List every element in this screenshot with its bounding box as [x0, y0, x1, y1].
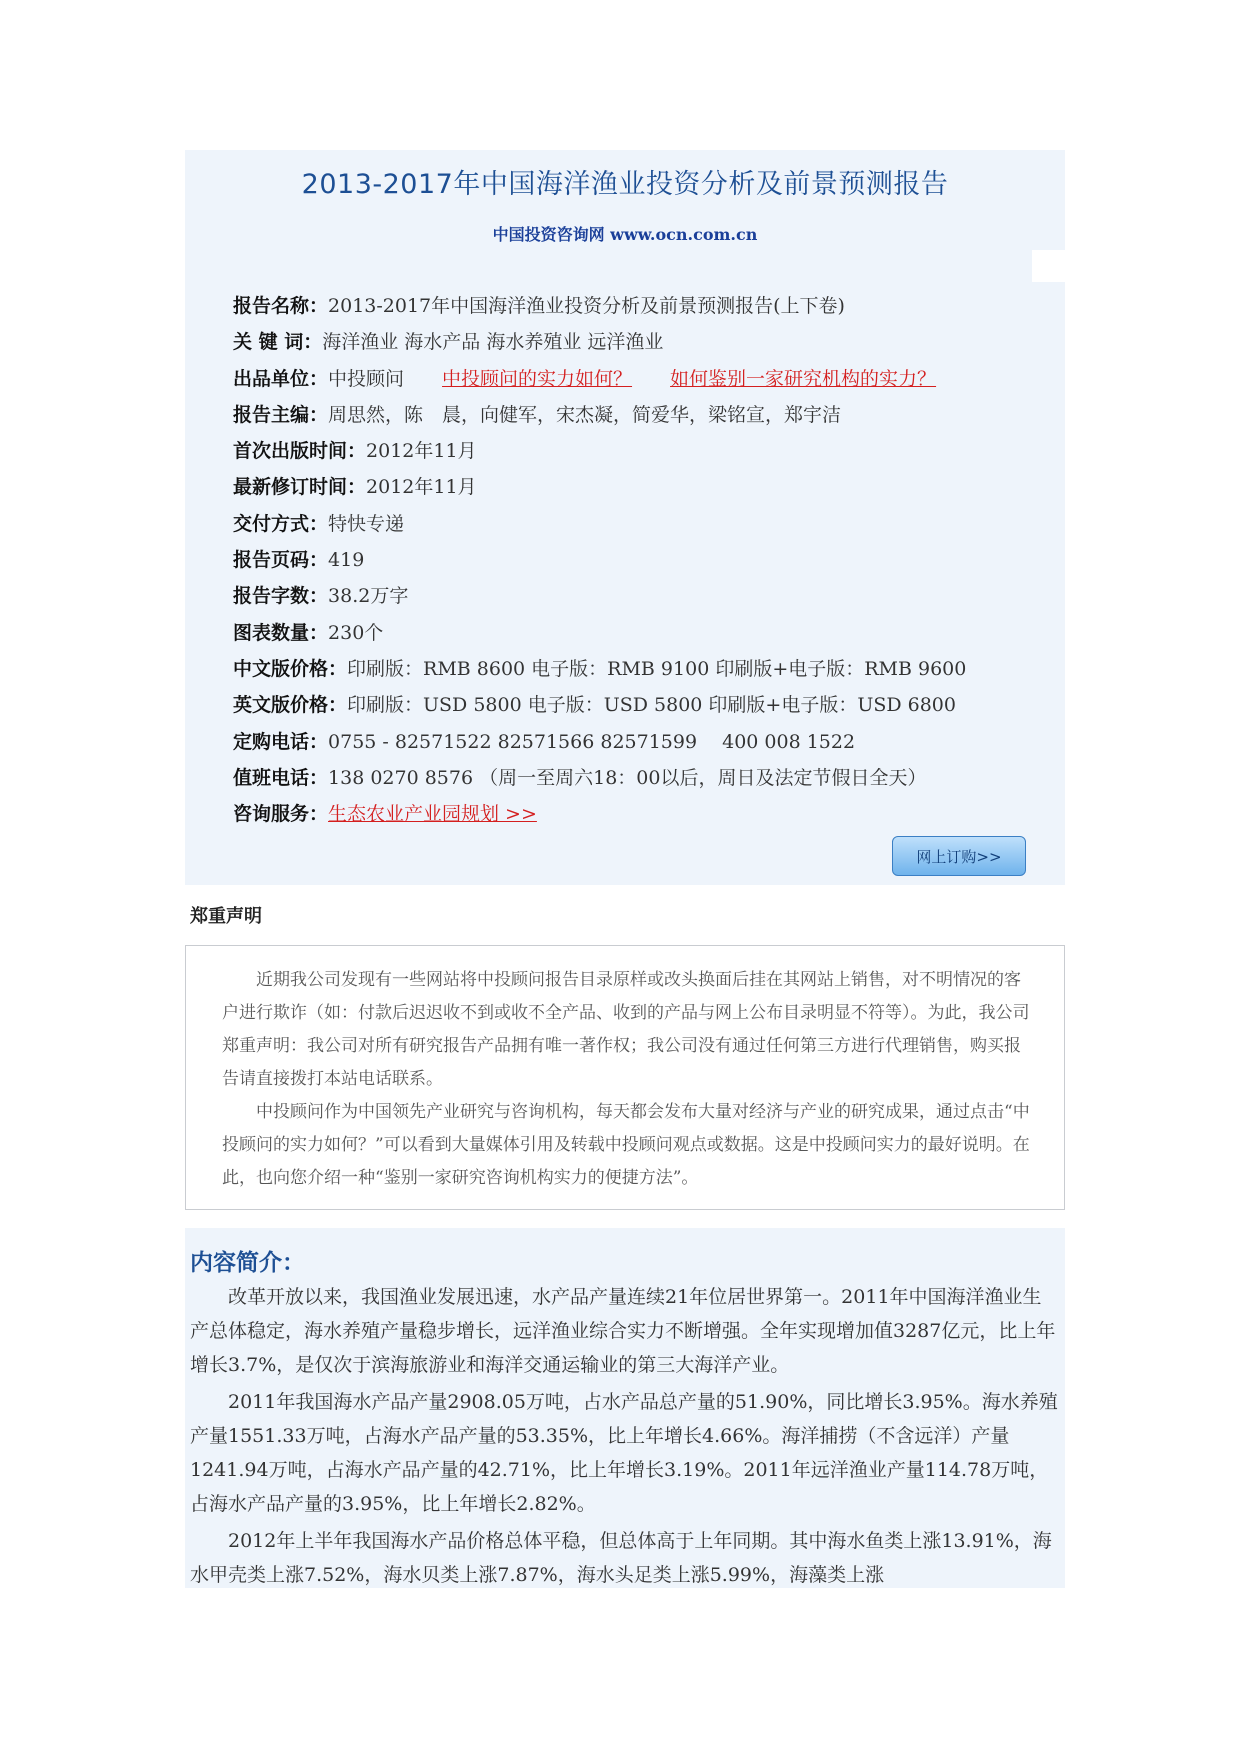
first-pub-label: 首次出版时间： — [233, 440, 367, 463]
info-row-report-name — [233, 288, 1053, 324]
info-row-producer — [233, 361, 1053, 397]
info-row-order-phone — [233, 724, 1053, 760]
en-price-value: 印刷版：USD 5800 电子版：USD 5800 印刷版+电子版：USD 6800 — [347, 694, 956, 717]
online-order-button[interactable]: 网上订购>> — [892, 836, 1026, 876]
info-row-en-price — [233, 687, 1053, 723]
charts-label: 图表数量： — [233, 621, 329, 644]
info-row-pages — [233, 542, 1053, 578]
report-name-value: 2013-2017年中国海洋渔业投资分析及前景预测报告(上下卷) — [328, 295, 845, 317]
intro-heading: 内容简介： — [190, 1250, 305, 1276]
revised-value: 2012年11月 — [366, 476, 477, 499]
duty-phone-label: 值班电话： — [233, 766, 329, 789]
info-row-revised — [233, 469, 1053, 505]
delivery-label: 交付方式： — [233, 512, 329, 535]
notice-box — [185, 945, 1065, 1210]
info-row-editors — [233, 397, 1053, 433]
en-price-label: 英文版价格： — [233, 694, 348, 717]
info-row-delivery — [233, 506, 1053, 542]
charts-value: 230个 — [328, 621, 384, 644]
panel-notch — [1032, 250, 1065, 282]
duty-phone-value: 138 0270 8576 （周一至周六18：00以后，周日及法定节假日全天） — [328, 766, 927, 789]
order-phone-label: 定购电话： — [233, 730, 329, 753]
intro-paragraph-3: 2012年上半年我国海水产品价格总体平稳，但总体高于上年同期。其中海水鱼类上涨13.91%，海水甲壳类上涨7.52%，海水贝类上涨7.87%，海水头足类上涨5.99%，海藻类上涨 — [190, 1530, 1052, 1586]
keywords-label: 关 键 词： — [233, 331, 323, 354]
notice-heading: 郑重声明 — [190, 906, 262, 927]
pages-value: 419 — [328, 549, 365, 572]
revised-label: 最新修订时间： — [233, 476, 367, 499]
cn-price-value: 印刷版：RMB 8600 电子版：RMB 9100 印刷版+电子版：RMB 9600 — [347, 657, 967, 680]
site-subtitle: 中国投资咨询网 www.ocn.com.cn — [492, 225, 758, 244]
intro-paragraph-2: 2011年我国海水产品产量2908.05万吨，占水产品总产量的51.90%，同比增长3.95%。海水养殖产量1551.33万吨，占海水产品产量的53.35%，比上年增长4.66%。海洋捕捞（不含远洋）产量1241.94万吨，占海水产品产量的42.71%，比上年增长3.19%。2011年远洋渔业产量114.78万吨，占海水产品产量的3.95%，比上年增长2.82%。 — [190, 1391, 1058, 1515]
producer-label: 出品单位： — [233, 367, 329, 390]
notice-paragraph-1: 近期我公司发现有一些网站将中投顾问报告目录原样或改头换面后挂在其网站上销售，对不明情况的客户进行欺诈（如：付款后迟迟收不到或收不全产品、收到的产品与网上公布目录明显不符等）。为此，我公司郑重声明：我公司对所有研究报告产品拥有唯一著作权；我公司没有通过任何第三方进行代理销售，购买报告请直接拨打本站电话联系。 — [222, 970, 1030, 1089]
producer-strength-link[interactable]: 中投顾问的实力如何？ — [442, 367, 633, 390]
producer-value: 中投顾问 — [328, 367, 405, 390]
order-phone-value: 0755 - 82571522 82571566 82571599 400 008 1522 — [328, 730, 856, 753]
info-row-keywords — [233, 324, 1053, 360]
info-row-duty-phone — [233, 760, 1053, 796]
identify-institution-link[interactable]: 如何鉴别一家研究机构的实力？ — [670, 367, 937, 390]
words-label: 报告字数： — [233, 585, 329, 608]
intro-paragraph-1: 改革开放以来，我国渔业发展迅速，水产品产量连续21年位居世界第一。2011年中国海洋渔业生产总体稳定，海水养殖产量稳步增长，远洋渔业综合实力不断增强。全年实现增加值3287亿元，比上年增长3.7%，是仅次于滨海旅游业和海洋交通运输业的第三大海洋产业。 — [190, 1286, 1056, 1376]
info-row-words — [233, 578, 1053, 614]
cn-price-label: 中文版价格： — [233, 657, 348, 680]
editors-value: 周思然，陈 晨，向健军，宋杰凝，简爱华，梁铭宣，郑宇洁 — [328, 403, 842, 426]
info-row-consult — [233, 796, 1053, 832]
info-row-charts — [233, 615, 1053, 651]
notice-paragraph-2: 中投顾问作为中国领先产业研究与咨询机构，每天都会发布大量对经济与产业的研究成果，通过点击“中投顾问的实力如何？”可以看到大量媒体引用及转载中投顾问观点或数据。这是中投顾问实力的最好说明。在此，也向您介绍一种“鉴别一家研究咨询机构实力的便捷方法”。 — [222, 1102, 1030, 1188]
report-name-label: 报告名称： — [233, 295, 329, 317]
first-pub-value: 2012年11月 — [366, 440, 477, 463]
report-info-list — [233, 288, 1053, 832]
info-row-cn-price — [233, 651, 1053, 687]
delivery-value: 特快专递 — [328, 512, 405, 535]
consult-service-link[interactable]: 生态农业产业园规划 >> — [328, 803, 537, 826]
editors-label: 报告主编： — [233, 403, 329, 426]
consult-label: 咨询服务： — [233, 803, 329, 826]
info-row-first-pub — [233, 433, 1053, 469]
keywords-value: 海洋渔业 海水产品 海水养殖业 远洋渔业 — [322, 331, 664, 354]
pages-label: 报告页码： — [233, 549, 329, 572]
page-title: 2013-2017年中国海洋渔业投资分析及前景预测报告 — [301, 169, 949, 200]
words-value: 38.2万字 — [328, 585, 409, 608]
